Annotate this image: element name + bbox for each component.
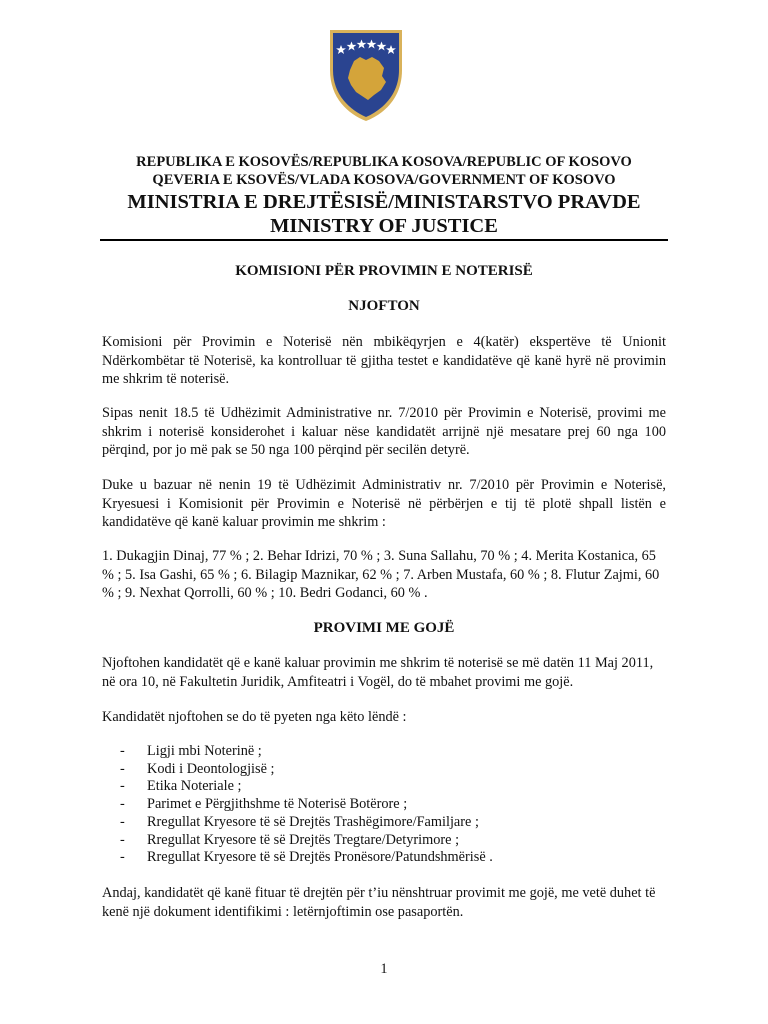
notice-heading: NJOFTON: [348, 298, 420, 314]
paragraph-review: Komisioni për Provimin e Noterisë nën mbikëqyrjen e 4(katër) ekspertëve të Unionit Ndërkombëtar të Noterisë, ka kontrolluar të gjitha testet e kandidatëve që kanë hyrë në provimin me shkrim të noterisë.: [102, 334, 666, 387]
paragraph-identification: Andaj, kandidatët që kanë fituar të drejtën për t’iu nënshtruar provimit me gojë, me vetë duhet të kenë një dokument identifikimi : letërnjoftimin ose pasaportën.: [102, 885, 656, 920]
header-divider: [100, 239, 668, 241]
list-bullet: -: [120, 796, 125, 813]
list-item: - Kodi i Deontologjisë ;: [120, 760, 275, 777]
paragraph-subjects-intro: Kandidatët njoftohen se do të pyeten nga këto lëndë :: [102, 709, 407, 725]
header-ministry-english: MINISTRY OF JUSTICE: [270, 215, 498, 237]
paragraph-announcement: Duke u bazuar në nenin 19 të Udhëzimit Administrativ nr. 7/2010 për Provimin e Noterisë, Kryesuesi i Komisionit për Provimin e Noterisë në përbërjen e tij të plotë shpall listën e kandidatëve që kanë kaluar provimin me shkrim :: [102, 477, 666, 530]
paragraph-candidate-list: 1. Dukagjin Dinaj, 77 % ; 2. Behar Idrizi, 70 % ; 3. Suna Sallahu, 70 % ; 4. Merita Kostanica, 65 % ; 5. Isa Gashi, 65 % ; 6. Bilagip Maznikar, 62 % ; 7. Arben Mustafa, 60 % ; 8. Flutur Zajmi, 60 % ; 9. Nexhat Qorrolli, 60 % ; 10. Bedri Godanci, 60 % .: [102, 548, 660, 601]
subjects-list: [120, 743, 493, 867]
list-item: - Ligji mbi Noterinë ;: [120, 743, 262, 759]
paragraph-passing-criteria: Sipas nenit 18.5 të Udhëzimit Administrative nr. 7/2010 për Provimin e Noterisë, provimi me shkrim i noterisë konsiderohet i kaluar nëse kandidatët arrijnë një mesatare prej 60 nga 100 përqind, por jo më pak se 50 nga 100 përqind për secilën detyrë.: [102, 405, 666, 458]
list-item: - Parimet e Përgjithshme të Noterisë Botërore ;: [120, 796, 408, 813]
list-bullet: -: [120, 778, 125, 795]
header-government: QEVERIA E KSOVËS/VLADA KOSOVA/GOVERNMENT OF KOSOVO: [152, 172, 616, 188]
oral-exam-heading: PROVIMI ME GOJË: [313, 620, 455, 636]
list-bullet: -: [120, 849, 125, 866]
list-bullet: -: [120, 813, 125, 830]
header-ministry: MINISTRIA E DREJTËSISË/MINISTARSTVO PRAVDE: [127, 191, 641, 213]
page-number: 1: [380, 961, 388, 977]
list-item: - Rregullat Kryesore të së Drejtës Trashëgimore/Familjare ;: [120, 813, 479, 830]
commission-title: KOMISIONI PËR PROVIMIN E NOTERISË: [235, 263, 533, 279]
list-item: - Rregullat Kryesore të së Drejtës Tregtare/Detyrimore ;: [120, 831, 460, 848]
coat-of-arms-icon: [324, 24, 408, 124]
list-bullet: -: [120, 743, 125, 759]
list-item: - Rregullat Kryesore të së Drejtës Pronësore/Patundshmërisë .: [120, 849, 493, 866]
list-bullet: -: [120, 760, 125, 777]
list-bullet: -: [120, 831, 125, 848]
header-republic: REPUBLIKA E KOSOVËS/REPUBLIKA KOSOVA/REPUBLIC OF KOSOVO: [136, 154, 632, 170]
paragraph-oral-exam-date: Njoftohen kandidatët që e kanë kaluar provimin me shkrim të noterisë se më datën 11 Maj 2011, në ora 10, në Fakultetin Juridik, Amfiteatri i Vogël, do të mbahet provimi me gojë.: [102, 655, 654, 690]
list-item: - Etika Noteriale ;: [120, 778, 242, 795]
